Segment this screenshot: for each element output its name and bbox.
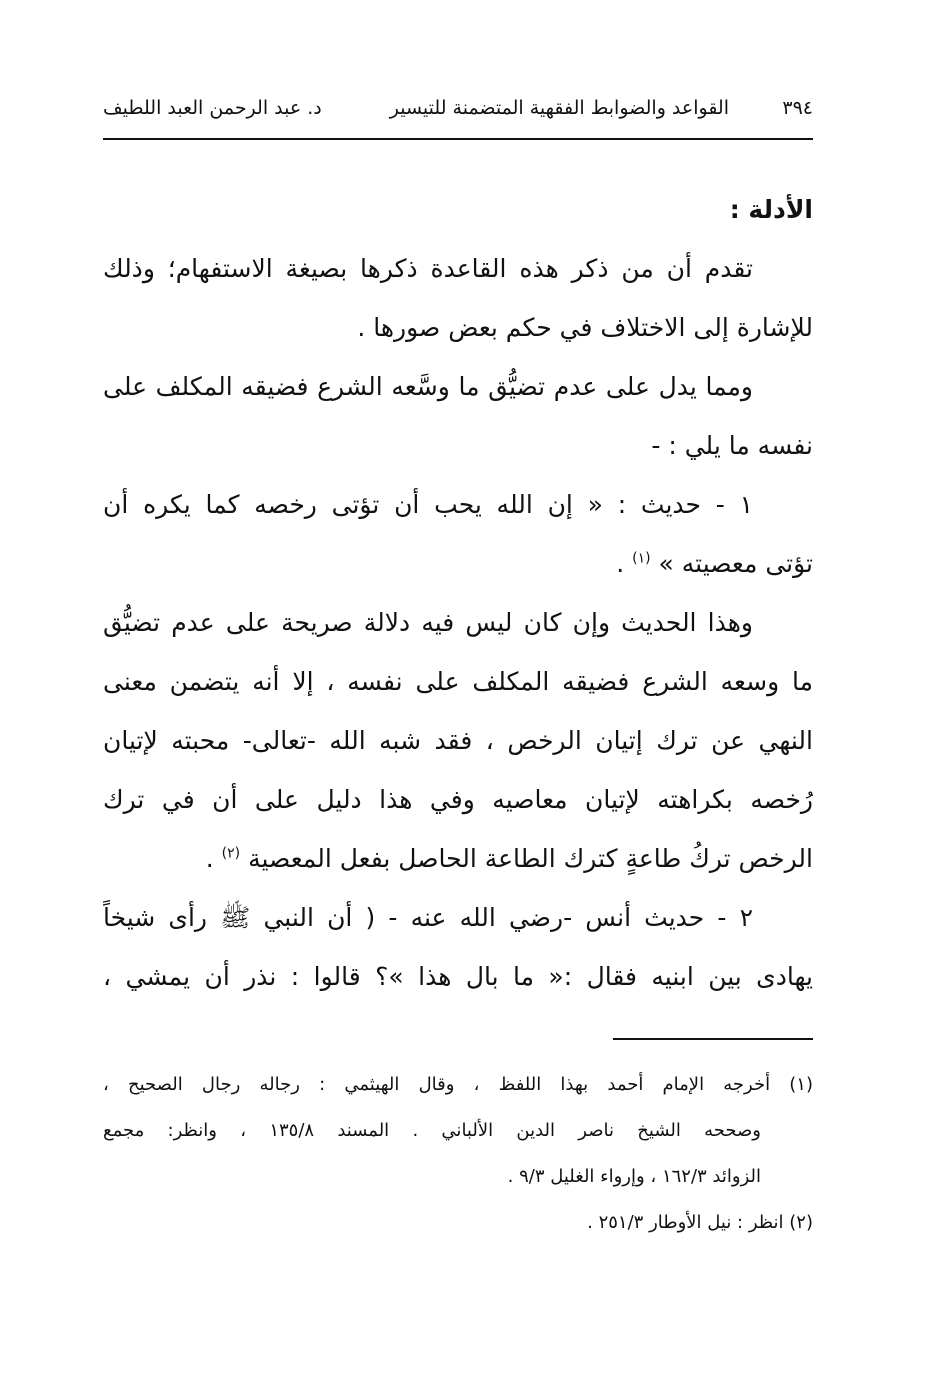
section-heading: الأدلة : [729,195,813,224]
paragraph-line [103,534,813,593]
paragraph-line: ومما يدل على عدم تضيُّق ما وسَّعه الشرع فضيقه المكلف على [103,372,753,401]
footnote-1-line: الزوائد ١٦٢/٣ ، وإرواء الغليل ٩/٣ . [507,1166,761,1187]
hadith-text: تؤتى معصيته » [658,549,813,578]
footnote-divider [613,1038,813,1040]
paragraph-line: نفسه ما يلي : - [651,431,813,460]
footnote-1-line: (١) أخرجه الإمام أحمد بهذا اللفظ ، وقال الهيثمي : رجاله رجال الصحيح ، [103,1074,813,1095]
footnote-ref-1: (١) [632,550,651,567]
main-text [103,180,813,1006]
paragraph-line: وهذا الحديث وإن كان ليس فيه دلالة صريحة على عدم تضيُّق [103,608,753,637]
paragraph-line: ٢ - حديث أنس -رضي الله عنه - ( أن النبي ﷺ رأى شيخاً [103,903,753,932]
paragraph-line: النهي عن ترك إتيان الرخص ، فقد شبه الله -تعالى- محبته لإتيان [103,726,813,755]
paragraph-line [103,829,813,888]
paragraph-line: ١ - حديث : « إن الله يحب أن تؤتى رخصه كما يكره أن [103,490,753,519]
header-divider [103,138,813,140]
footnote-1-line: وصححه الشيخ ناصر الدين الألباني . المسند ١٣٥/٨ ، وانظر: مجمع [103,1120,761,1141]
paragraph-line: ما وسعه الشرع فضيقه المكلف على نفسه ، إلا أنه يتضمن معنى [103,667,813,696]
line-end-punct: . [205,844,214,873]
paragraph-line: رُخصه بكراهته لإتيان معاصيه وفي هذا دليل على أن في ترك [103,785,813,814]
paragraph-text: الرخص تركُ طاعةٍ كترك الطاعة الحاصل بفعل المعصية [248,844,813,873]
author-name: د. عبد الرحمن العبد اللطيف [103,97,322,119]
footnote-2-line: (٢) انظر : نيل الأوطار ٢٥١/٣ . [587,1212,813,1233]
book-title: القواعد والضوابط الفقهية المتضمنة للتيسير [389,97,729,119]
line-end-punct: . [616,549,625,578]
footnote-ref-2: (٢) [221,845,241,862]
paragraph-line: يهادى بين ابنيه فقال :« ما بال هذا »؟ قالوا : نذر أن يمشي ، [103,962,813,991]
footnotes [103,1062,813,1246]
paragraph-line: للإشارة إلى الاختلاف في حكم بعض صورها . [357,313,813,342]
paragraph-line: تقدم أن من ذكر هذه القاعدة ذكرها بصيغة الاستفهام؛ وذلك [103,254,753,283]
page-number: ٣٩٤ [782,97,813,119]
running-header [103,88,813,128]
